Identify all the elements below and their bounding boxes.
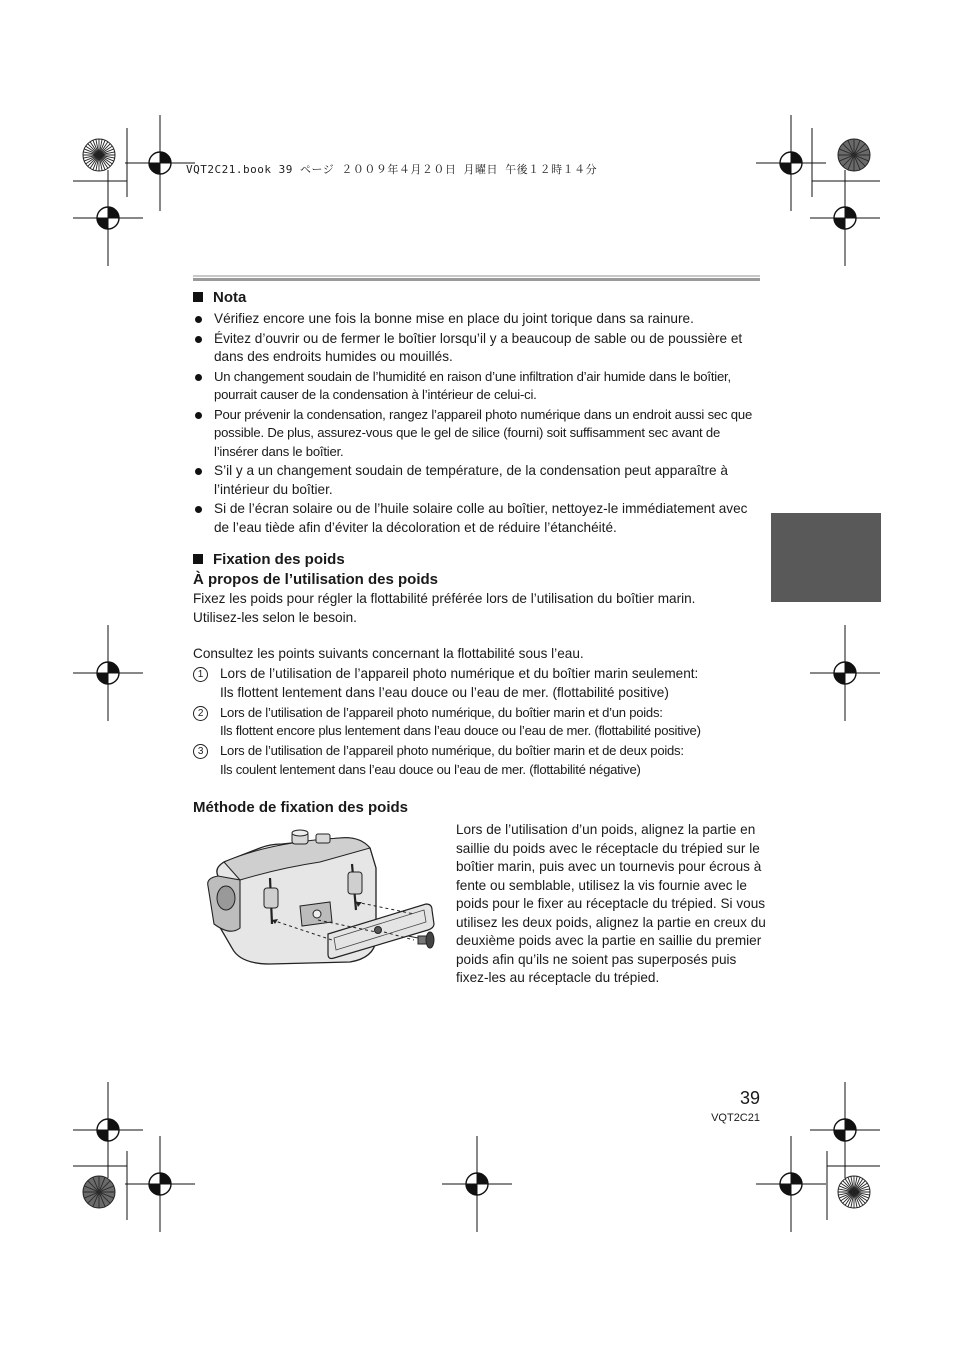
fixation-heading-text: Fixation des poids bbox=[213, 551, 345, 568]
document-code: VQT2C21 bbox=[711, 1112, 760, 1124]
nota-item: Un changement soudain de l’humidité en raison d’une infiltration d’air humide dans le boîtier, pourrait causer de la condensation à l’intérieur de celui-ci. bbox=[193, 368, 760, 405]
print-header: VQT2C21.book 39 ページ ２００９年４月２０日 月曜日 午後１２時１４分 bbox=[186, 163, 598, 176]
circled-number: 2 bbox=[193, 706, 208, 721]
nota-heading-text: Nota bbox=[213, 289, 247, 306]
buoyancy-item bbox=[193, 704, 768, 742]
fixation-consult: Consultez les points suivants concernant la flottabilité sous l’eau. bbox=[193, 646, 584, 661]
buoyancy-item-line: Lors de l’utilisation de l’appareil photo numérique et du boîtier marin seulement: bbox=[220, 666, 699, 681]
square-bullet-icon bbox=[193, 554, 203, 564]
buoyancy-list bbox=[193, 665, 768, 781]
circled-number: 1 bbox=[193, 667, 208, 682]
nota-heading bbox=[193, 289, 246, 306]
fixation-subheading: À propos de l’utilisation des poids bbox=[193, 571, 439, 588]
nota-item: Pour prévenir la condensation, rangez l’appareil photo numérique dans un endroit aussi sec que possible. De plus, assurez-vous que le gel de silice (fourni) soit suffisamment sec avant de l’insérer dans le boîtier. bbox=[193, 406, 760, 462]
methode-heading: Méthode de fixation des poids bbox=[193, 799, 409, 816]
section-side-tab bbox=[771, 513, 881, 602]
nota-item: Si de l’écran solaire ou de l’huile solaire colle au boîtier, nettoyez-le immédiatement avec de l’eau tiède afin d’éviter la décoloration et de réduire l’étanchéité. bbox=[193, 500, 760, 537]
square-bullet-icon bbox=[193, 292, 203, 302]
page-number: 39 bbox=[739, 1088, 760, 1108]
fixation-intro-line: Utilisez-les selon le besoin. bbox=[193, 609, 357, 625]
buoyancy-item bbox=[193, 665, 768, 703]
buoyancy-item-line: Lors de l’utilisation de l’appareil photo numérique, du boîtier marin et d’un poids: bbox=[220, 704, 663, 720]
nota-item: S’il y a un changement soudain de température, de la condensation peut apparaître à l’intérieur du boîtier. bbox=[193, 462, 760, 499]
fixation-heading bbox=[193, 551, 345, 568]
buoyancy-item-line: Ils flottent lentement dans l’eau douce ou l’eau de mer. (flottabilité positive) bbox=[220, 684, 669, 700]
buoyancy-item-line: Lors de l’utilisation de l’appareil photo numérique, du boîtier marin et de deux poids: bbox=[220, 743, 684, 759]
nota-item: Évitez d’ouvrir ou de fermer le boîtier lorsqu’il y a beaucoup de sable ou de poussière et dans des endroits humides ou mouillés. bbox=[193, 330, 760, 367]
fixation-intro-line: Fixez les poids pour régler la flottabilité préférée lors de l’utilisation du boîtier marin. bbox=[193, 591, 696, 606]
nota-list bbox=[193, 310, 760, 538]
methode-text: Lors de l’utilisation d’un poids, alignez la partie en saillie du poids avec le réceptacle du trépied sur le boîtier marin, puis avec un tournevis pour écrous à fente ou semblable, utilisez la vis fournie avec le poids pour le fixer au réceptacle du trépied. Si vous utilisez les deux poids, alignez la partie en creux du deuxième poids avec la partie en saillie du premier poids afin qu’ils ne soient pas superposés puis fixez-les au réceptacle du trépied. bbox=[456, 822, 766, 985]
weight-attachment-illustration bbox=[200, 828, 440, 970]
circled-number: 3 bbox=[193, 744, 208, 759]
top-rule bbox=[193, 275, 760, 281]
nota-item: Vérifiez encore une fois la bonne mise en place du joint torique dans sa rainure. bbox=[193, 310, 760, 329]
buoyancy-item-line: Ils coulent lentement dans l’eau douce ou l’eau de mer. (flottabilité négative) bbox=[220, 761, 641, 777]
buoyancy-item bbox=[193, 742, 768, 780]
buoyancy-item-line: Ils flottent encore plus lentement dans l’eau douce ou l’eau de mer. (flottabilité positive) bbox=[220, 723, 701, 739]
fixation-intro bbox=[193, 590, 768, 627]
